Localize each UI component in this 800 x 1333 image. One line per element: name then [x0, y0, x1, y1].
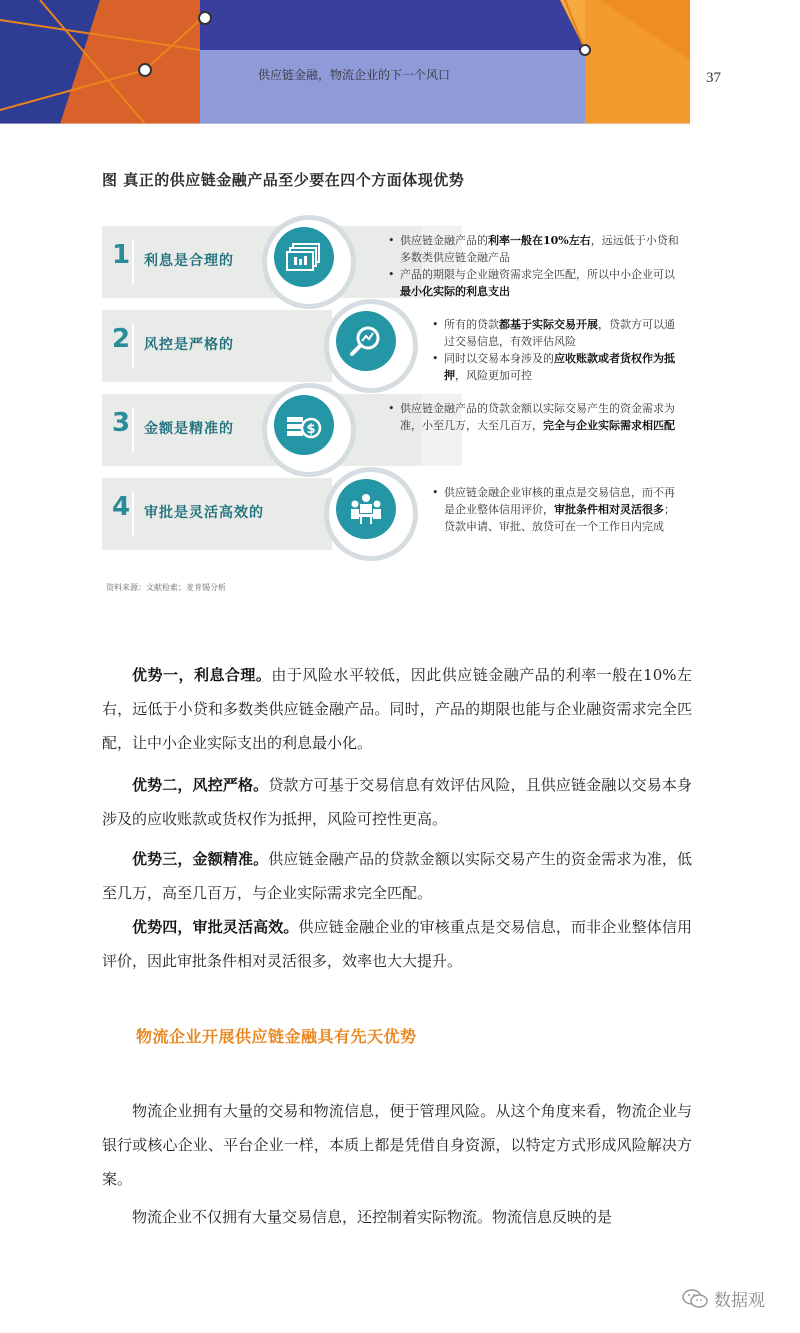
body-paragraph: 优势四，审批灵活高效。供应链金融企业的审核重点是交易信息，而非企业整体信用评价，因此审批条件相对灵活很多，效率也大大提升。 — [102, 918, 692, 970]
watermark — [682, 1286, 765, 1311]
row-number: 4 — [112, 492, 131, 522]
row-label: 利息是合理的 — [144, 253, 234, 269]
body-paragraph: 优势三，金额精准。供应链金融产品的贷款金额以实际交易产生的资金需求为准，低至几万，高至几百万，与企业实际需求完全匹配。 — [102, 850, 692, 902]
row-label: 金额是精准的 — [144, 421, 234, 437]
watermark-text: 数据观 — [714, 1291, 765, 1311]
meeting-people-icon — [336, 479, 396, 539]
bullet-item: • 供应链金融企业审核的重点是交易信息，而不再是企业整体信用评价，审批条件相对灵活很多；贷款申请、审批、放贷可在一个工作日内完成 — [432, 484, 682, 535]
row-bullets — [432, 316, 682, 384]
row-bullets — [432, 484, 682, 535]
row-divider — [132, 492, 134, 536]
svg-text:$: $ — [306, 422, 316, 437]
page-number: 37 — [706, 70, 721, 86]
row-number: 3 — [112, 408, 131, 438]
banner-graphic — [0, 0, 690, 124]
body-paragraph: 优势一，利息合理。由于风险水平较低，因此供应链金融产品的利率一般在10%左右，远低于小贷和多数类供应链金融产品。同时，产品的期限也能与企业融资需求完全匹配，让中小企业实际支出的利息最小化。 — [102, 666, 692, 752]
bullet-item: • 同时以交易本身涉及的应收账款或者货权作为抵押，风险更加可控 — [432, 350, 682, 384]
icon-ring — [324, 299, 418, 393]
header-banner — [0, 0, 690, 124]
bullet-item: • 所有的贷款都基于实际交易开展，贷款方可以通过交易信息，有效评估风险 — [432, 316, 682, 350]
row-divider — [132, 240, 134, 284]
bullet-item: • 供应链金融产品的贷款金额以实际交易产生的资金需求为准，小至几万，大至几百万，完全与企业实际需求相匹配 — [388, 400, 680, 434]
money-stack-icon — [274, 227, 334, 287]
row-label: 审批是灵活高效的 — [144, 505, 264, 521]
running-header-title: 供应链金融，物流企业的下一个风口 — [258, 68, 451, 82]
row-divider — [132, 408, 134, 452]
section-heading: 物流企业开展供应链金融具有先天优势 — [136, 1027, 417, 1046]
body-paragraph: 物流企业不仅拥有大量交易信息，还控制着实际物流。物流信息反映的是 — [132, 1208, 613, 1226]
figure-source: 资料来源：文献检索；麦肯锡分析 — [106, 583, 226, 592]
row-bullets — [388, 400, 680, 434]
figure-row-1 — [102, 226, 682, 298]
icon-ring — [262, 215, 356, 309]
magnifier-chart-icon — [336, 311, 396, 371]
figure-title: 图 真正的供应链金融产品至少要在四个方面体现优势 — [102, 171, 465, 189]
body-paragraph: 优势二，风控严格。贷款方可基于交易信息有效评估风险，且供应链金融以交易本身涉及的应收账款或货权作为抵押，风险可控性更高。 — [102, 776, 692, 828]
figure-row-4 — [102, 478, 682, 550]
bullet-item: • 产品的期限与企业融资需求完全匹配，所以中小企业可以最小化实际的利息支出 — [388, 266, 680, 300]
row-number: 2 — [112, 324, 131, 354]
figure-row-2 — [102, 310, 682, 382]
figure-row-3 — [102, 394, 682, 466]
row-bullets — [388, 232, 680, 300]
row-number: 1 — [112, 240, 131, 270]
row-divider — [132, 324, 134, 368]
icon-ring — [324, 467, 418, 561]
coins-dollar-icon — [274, 395, 334, 455]
body-paragraph: 物流企业拥有大量的交易和物流信息，便于管理风险。从这个角度来看，物流企业与银行或核心企业、平台企业一样，本质上都是凭借自身资源，以特定方式形成风险解决方案。 — [102, 1102, 692, 1188]
row-label: 风控是严格的 — [144, 337, 234, 353]
wechat-icon — [682, 1289, 708, 1309]
icon-ring — [262, 383, 356, 477]
bullet-item: • 供应链金融产品的利率一般在10%左右，远远低于小贷和多数类供应链金融产品 — [388, 232, 680, 266]
